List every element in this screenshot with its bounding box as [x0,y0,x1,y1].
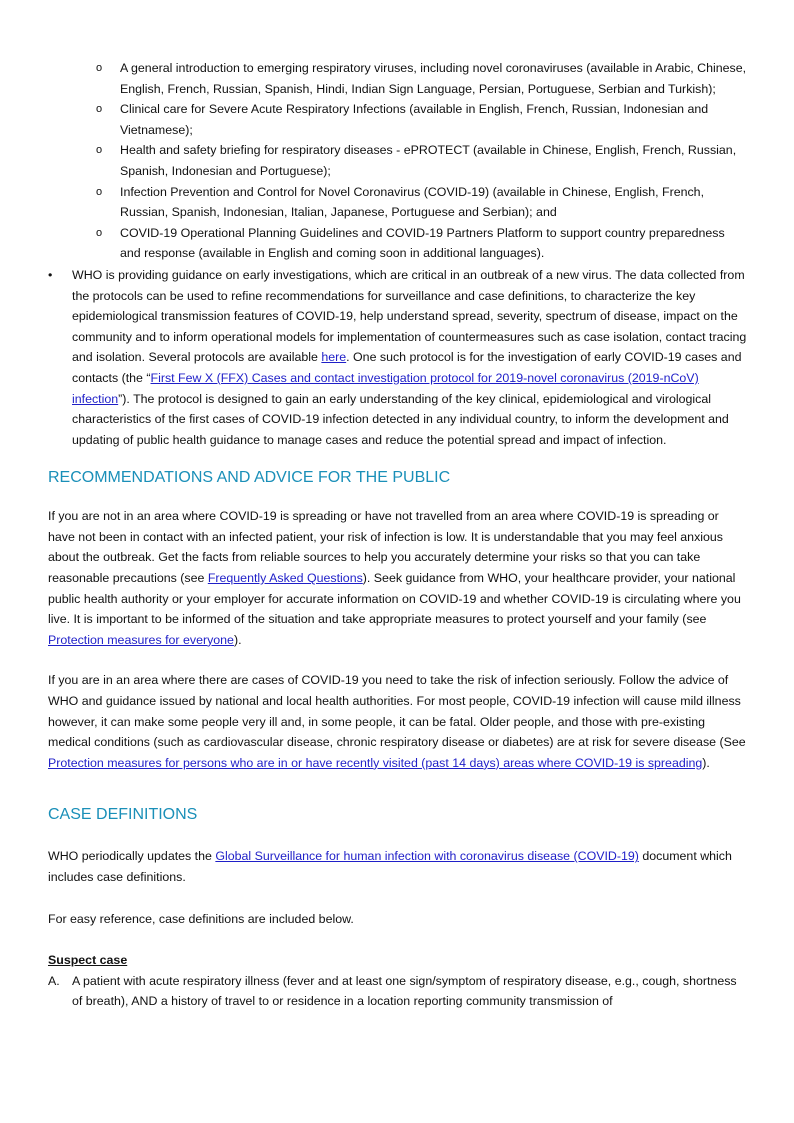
list-item-text: A general introduction to emerging respiratory viruses, including novel coronaviruses (available in Arabic, Chinese, English, French, Russian, Spanish, Hindi, Indian Sign Language, Persian, Portuguese, Serbian and Turkish); [120,61,747,96]
suspect-case-item-a [48,971,748,1012]
investigations-text-2: . One such protocol is for the investigation of early COVID-19 cases and contacts (the “ [72,350,742,385]
list-item [48,140,748,181]
case-definitions-heading: CASE DEFINITIONS [48,806,198,824]
list-item [48,182,748,223]
investigations-text-3: ”). The protocol is designed to gain an early understanding of the key clinical, epidemiological and virological characteristics of the first cases of COVID-19 infection detected in any individual country, to inform the development and updating of public health guidance to manage cases and reduce the potential spread and impact of infection. [72,391,729,447]
case-definitions-paragraph-2: For easy reference, case definitions are included below. [48,911,354,926]
list-item-text: COVID-19 Operational Planning Guidelines and COVID-19 Partners Platform to support country preparedness and response (available in English and coming soon in additional languages). [120,225,725,261]
rec-p1-text-1: If you are not in an area where COVID-19 is spreading or have not travelled from an area where COVID-19 is spreading or have not been in contact with an infected patient, your risk of infection is low. It is understandable that you may feel anxious about the outbreak. Get the facts from reliable sources to help you accurately determine your risks so that you can take reasonable precautions (see [48,509,723,586]
list-item [48,223,748,264]
protocols-here-link[interactable]: here [321,350,347,365]
rec-p2-text-2: ). [702,755,710,770]
list-marker: o [96,62,103,74]
item-marker: A. [48,973,60,988]
case-p1-text-2: document which includes case definitions. [48,849,732,884]
global-surveillance-link[interactable]: Global Surveillance for human infection with coronavirus disease (COVID-19) [215,849,639,864]
investigations-bullet [48,265,748,450]
item-a-text: A patient with acute respiratory illness (fever and at least one sign/symptom of respiratory disease, e.g., cough, shortness of breath), AND a history of travel to or residence in a location reporting community transmission of [72,973,737,1009]
list-item-text: Infection Prevention and Control for Novel Coronavirus (COVID-19) (available in Chinese, English, French, Russian, Spanish, Indonesian, Italian, Japanese, Portuguese and Serbian); and [120,184,705,220]
faq-link[interactable]: Frequently Asked Questions [207,571,363,586]
rec-p2-text-1: If you are in an area where there are cases of COVID-19 you need to take the risk of infection seriously. Follow the advice of WHO and guidance issued by national and local health authorities. For most people, COVID-19 infection will cause mild illness however, it can make some people very ill and, in some people, it can be fatal. Older people, and those with pre-existing medical conditions (such as cardiovascular disease, chronic respiratory disease or diabetes) are at risk for severe disease (See [48,673,746,750]
protection-visited-areas-link[interactable]: Protection measures for persons who are in or have recently visited (past 14 days) areas where COVID-19 is spreading [48,755,703,770]
list-item [48,58,748,99]
recommendations-paragraph-1 [48,506,748,650]
list-item-text: Clinical care for Severe Acute Respiratory Infections (available in English, French, Russian, Indonesian and Vietnamese); [120,102,709,137]
bullet-marker: • [48,267,53,282]
case-definitions-paragraph-1 [48,846,748,887]
recommendations-paragraph-2 [48,670,748,773]
suspect-case-heading: Suspect case [48,953,128,968]
list-item-text: Health and safety briefing for respiratory diseases - ePROTECT (available in Chinese, English, French, Russian, Spanish, Indonesian and Portuguese); [120,143,737,178]
list-marker: o [96,185,103,198]
rec-p1-text-2: ). Seek guidance from WHO, your healthcare provider, your national public health authority or your employer for accurate information on COVID-19 and whether COVID-19 is circulating where you live. It is important to be informed of the situation and take appropriate measures to protect yourself and your family (see [48,571,741,627]
investigations-text-1: WHO is providing guidance on early investigations, which are critical in an outbreak of a new virus. The data collected from the protocols can be used to refine recommendations for surveillance and case definitions, to characterize the key epidemiological transmission features of COVID-19, help understand spread, severity, spectrum of disease, impact on the community and to inform operational models for implementation of countermeasures such as case isolation, contact tracing and isolation. Several protocols are available [72,267,747,365]
case-p1-text-1: WHO periodically updates the [48,849,216,864]
training-course-list [48,58,748,264]
ffx-protocol-link[interactable]: First Few X (FFX) Cases and contact investigation protocol for 2019-novel coronavirus (2019-nCoV) infection [72,370,699,406]
list-marker: o [96,103,103,116]
rec-p1-text-3: ). [233,632,242,647]
list-item [48,99,748,140]
list-marker: o [96,144,103,157]
recommendations-heading: RECOMMENDATIONS AND ADVICE FOR THE PUBLIC [48,469,451,487]
list-marker: o [96,226,103,239]
document-page [48,58,748,1012]
protection-everyone-link[interactable]: Protection measures for everyone [48,632,234,647]
